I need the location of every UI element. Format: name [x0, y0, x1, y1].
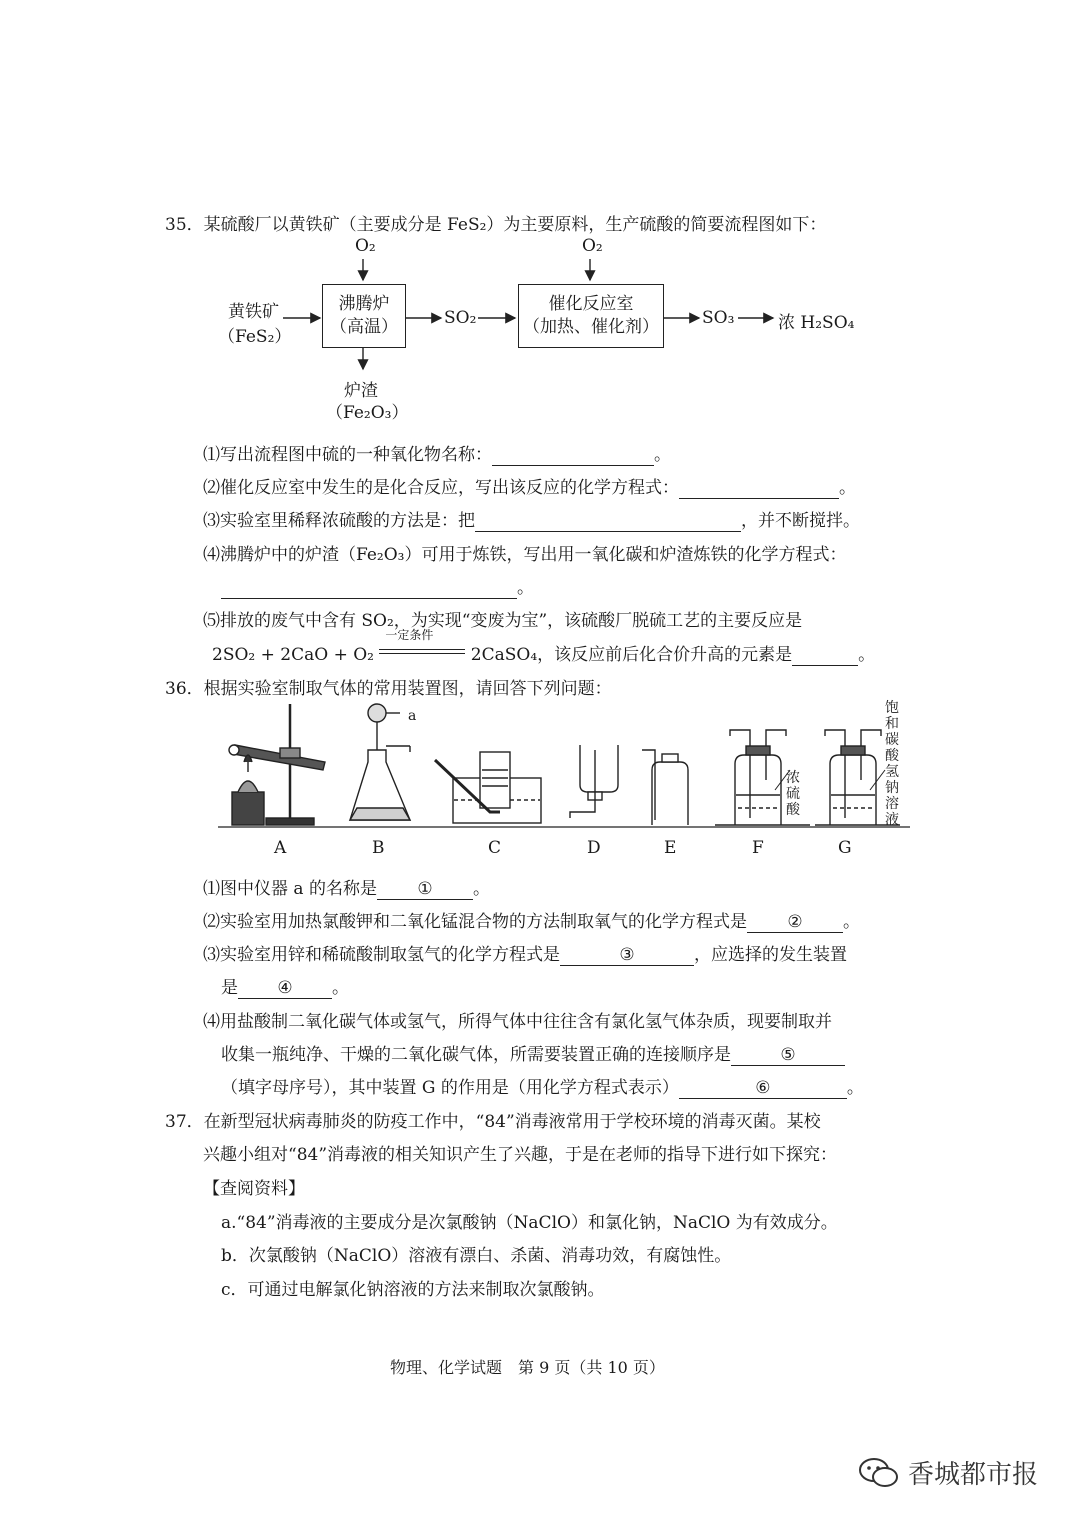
apparatus-label-F: F — [752, 838, 764, 858]
equation-left: 2SO₂ + 2CaO + O₂ — [212, 645, 374, 665]
q35-sub1 — [203, 440, 671, 466]
q37-item-a: a.“84”消毒液的主要成分是次氯酸钠（NaClO）和氯化钠，NaClO 为有效成分。 — [221, 1213, 838, 1233]
q35-answer-blank-3[interactable] — [475, 512, 741, 532]
q37-stem-line1: 37．在新型冠状病毒肺炎的防疫工作中，“84”消毒液常用于学校环境的消毒灭菌。某校 — [165, 1112, 821, 1132]
q35-sub2 — [203, 473, 856, 499]
apparatus-A — [229, 704, 325, 825]
o2-label-2: O₂ — [582, 236, 603, 256]
q35-stem: 35．某硫酸厂以黄铁矿（主要成分是 FeS₂）为主要原料，生产硫酸的简要流程图如下： — [165, 215, 827, 235]
period: 。 — [472, 879, 490, 899]
period: 。 — [839, 478, 856, 498]
reactor-box — [518, 284, 664, 348]
q36-answer-blank-3[interactable]: ③ — [560, 946, 694, 966]
period: 。 — [843, 912, 860, 932]
q35-sub5-line1: ⑸排放的废气中含有 SO₂，为实现“变废为宝”，该硫酸厂脱硫工艺的主要反应是 — [203, 611, 803, 631]
apparatus-drawings — [210, 700, 910, 835]
apparatus-B — [350, 704, 410, 820]
q36-sub3-text: ⑶实验室用锌和稀硫酸制取氢气的化学方程式是 — [203, 945, 560, 965]
q36-sub4-line1: ⑷用盐酸制二氧化碳气体或氢气，所得气体中往往含有氯化氢气体杂质，现要制取并 — [203, 1012, 832, 1032]
period: 。 — [846, 1078, 864, 1098]
q36-sub2-text: ⑵实验室用加热氯酸钾和二氧化锰混合物的方法制取氧气的化学方程式是 — [203, 912, 747, 932]
label-G-reagent: 饱和碳酸氢钠溶液 — [885, 700, 899, 828]
wechat-icon — [858, 1456, 900, 1490]
furnace-label-1: 沸腾炉 — [338, 294, 390, 315]
q37-item-c: c．可通过电解氯化钠溶液的方法来制取次氯酸钠。 — [221, 1280, 605, 1300]
q35-sub5-equation — [212, 628, 876, 666]
q36-answer-blank-1[interactable]: ① — [377, 880, 473, 900]
period: 。 — [858, 645, 876, 665]
furnace-box — [322, 284, 406, 348]
q36-sub3 — [203, 940, 847, 966]
so2-label: SO₂ — [444, 308, 477, 328]
period: 。 — [654, 445, 671, 465]
q36-sub1 — [203, 874, 490, 900]
watermark — [858, 1454, 1038, 1491]
q35-answer-blank-1[interactable] — [492, 446, 654, 466]
q35-answer-blank-4[interactable] — [221, 579, 517, 599]
q36-answer-blank-4[interactable]: ④ — [238, 979, 332, 999]
slag-label-2: （Fe₂O₃） — [326, 403, 409, 423]
q37-stem-line2: 兴趣小组对“84”消毒液的相关知识产生了兴趣，于是在老师的指导下进行如下探究： — [203, 1145, 838, 1165]
period: 。 — [517, 578, 534, 598]
input-label-1: 黄铁矿 — [228, 302, 279, 322]
q36-answer-blank-5[interactable]: ⑤ — [731, 1046, 845, 1066]
q37-item-b: b．次氯酸钠（NaClO）溶液有漂白、杀菌、消毒功效，有腐蚀性。 — [221, 1246, 732, 1266]
apparatus-label-C: C — [488, 838, 502, 858]
q35-sub4: ⑷沸腾炉中的炉渣（Fe₂O₃）可用于炼铁，写出用一氧化碳和炉渣炼铁的化学方程式： — [203, 545, 847, 565]
o2-label-1: O₂ — [355, 236, 376, 256]
q36-sub4-line3 — [221, 1073, 864, 1099]
q36-answer-blank-6[interactable]: ⑥ — [679, 1079, 847, 1099]
q36-sub3-line2-text: 是 — [221, 978, 238, 998]
apparatus-E — [642, 750, 688, 825]
apparatus-label-E: E — [664, 838, 677, 858]
q35-sub5-tail: ，该反应前后化合价升高的元素是 — [537, 645, 793, 665]
q35-sub1-text: ⑴写出流程图中硫的一种氧化物名称： — [203, 445, 492, 465]
q36-sub3-line2 — [221, 973, 349, 999]
apparatus-label-B: B — [372, 838, 385, 858]
so3-label: SO₃ — [702, 308, 735, 328]
equation-right: 2CaSO₄ — [470, 645, 538, 665]
q36-answer-blank-2[interactable]: ② — [747, 913, 843, 933]
q35-answer-blank-2[interactable] — [679, 479, 839, 499]
flowchart-arrows — [0, 0, 1080, 430]
q35-sub4-answer — [221, 573, 534, 599]
condition-text: 一定条件 — [385, 628, 434, 642]
q35-sub3-tail: ，并不断搅拌。 — [741, 511, 860, 531]
apparatus-label-A: A — [274, 838, 287, 858]
q35-sub3-text: ⑶实验室里稀释浓硫酸的方法是：把 — [203, 511, 475, 531]
watermark-text: 香城都市报 — [908, 1460, 1039, 1490]
input-label-2: （FeS₂） — [218, 327, 292, 347]
q36-sub4-line3-text: （填字母序号），其中装置 G 的作用是（用化学方程式表示） — [221, 1078, 679, 1098]
apparatus-label-D: D — [587, 838, 601, 858]
product-label: 浓 H₂SO₄ — [778, 313, 855, 333]
apparatus-D — [570, 745, 618, 818]
furnace-label-2: （高温） — [330, 317, 398, 337]
label-a: a — [408, 708, 417, 724]
q36-sub4-line2 — [221, 1040, 845, 1066]
period: 。 — [332, 978, 349, 998]
label-F-reagent: 浓硫酸 — [786, 770, 800, 818]
reactor-label-2: （加热、催化剂） — [523, 317, 659, 337]
q37-section-title: 【查阅资料】 — [203, 1179, 305, 1199]
condition-arrow — [379, 628, 465, 660]
q36-sub2 — [203, 907, 860, 933]
q36-sub1-text: ⑴图中仪器 a 的名称是 — [203, 879, 377, 899]
apparatus-C — [435, 752, 541, 823]
q35-answer-blank-5[interactable] — [792, 646, 858, 666]
q36-sub3-mid: ，应选择的发生装置 — [694, 945, 847, 965]
q36-sub4-line2-text: 收集一瓶纯净、干燥的二氧化碳气体，所需要装置正确的连接顺序是 — [221, 1045, 731, 1065]
q35-sub2-text: ⑵催化反应室中发生的是化合反应，写出该反应的化学方程式： — [203, 478, 679, 498]
slag-label-1: 炉渣 — [344, 381, 378, 401]
q35-sub3 — [203, 506, 860, 532]
page-footer: 物理、化学试题 第 9 页（共 10 页） — [390, 1358, 665, 1377]
reactor-label-1: 催化反应室 — [548, 294, 634, 315]
q36-stem: 36．根据实验室制取气体的常用装置图，请回答下列问题： — [165, 679, 612, 699]
apparatus-label-G: G — [838, 838, 852, 858]
